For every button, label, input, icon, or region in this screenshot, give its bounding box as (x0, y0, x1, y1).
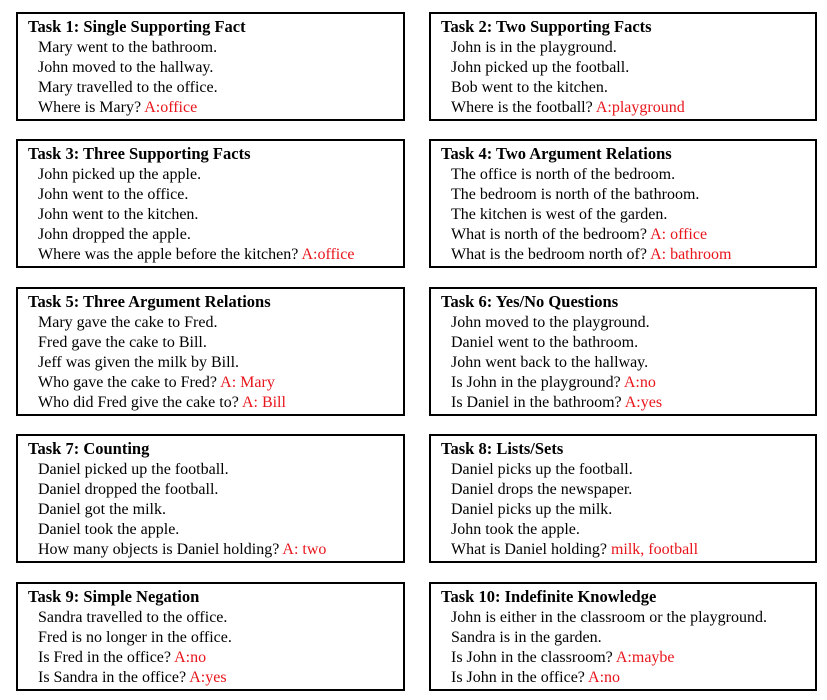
task-line: Who gave the cake to Fred? A: Mary (38, 374, 275, 391)
task-box-7 (16, 434, 405, 563)
answer-text: A:no (174, 649, 207, 666)
task-line: Is Fred in the office? A:no (38, 649, 207, 666)
task-line: Jeff was given the milk by Bill. (38, 354, 240, 371)
task-line: John went back to the hallway. (451, 354, 649, 371)
task-line: Daniel dropped the football. (38, 481, 219, 498)
answer-text: A: office (650, 226, 708, 243)
task-line: Where is the football? A:playground (451, 99, 685, 116)
task-line: John moved to the playground. (451, 314, 650, 331)
task-line: What is the bedroom north of? A: bathroom (451, 246, 732, 263)
task-title: Task 10: Indefinite Knowledge (441, 587, 657, 606)
task-line: Where is Mary? A:office (38, 99, 198, 116)
task-line: Is John in the playground? A:no (451, 374, 656, 391)
task-line: The kitchen is west of the garden. (451, 206, 668, 223)
task-line: Is John in the office? A:no (451, 669, 621, 686)
task-line: Is Daniel in the bathroom? A:yes (451, 394, 663, 411)
task-title: Task 7: Counting (28, 439, 150, 458)
task-line: What is north of the bedroom? A: office (451, 226, 708, 243)
task-title: Task 5: Three Argument Relations (28, 292, 271, 311)
answer-text: A:maybe (615, 649, 675, 666)
task-line: The office is north of the bedroom. (451, 166, 676, 183)
task-line: Daniel picks up the football. (451, 461, 633, 478)
answer-text: A:playground (595, 99, 685, 116)
task-line: John picked up the apple. (38, 166, 202, 183)
task-box-9 (16, 582, 405, 691)
task-line: Mary went to the bathroom. (38, 39, 218, 56)
task-line: John moved to the hallway. (38, 59, 214, 76)
task-title: Task 4: Two Argument Relations (441, 144, 672, 163)
task-box-5 (16, 287, 405, 416)
answer-text: A:office (301, 246, 355, 263)
task-line: John is either in the classroom or the playground. (451, 609, 767, 626)
answer-text: A:yes (189, 669, 227, 686)
task-line: Mary gave the cake to Fred. (38, 314, 218, 331)
task-box-8 (429, 434, 817, 563)
answer-text: A:yes (624, 394, 663, 411)
task-line: John took the apple. (451, 521, 580, 538)
task-line: John picked up the football. (451, 59, 630, 76)
task-title: Task 8: Lists/Sets (441, 439, 564, 458)
task-line: John went to the kitchen. (38, 206, 199, 223)
answer-text: A:no (623, 374, 656, 391)
task-box-2 (429, 12, 817, 121)
answer-text: A: Mary (220, 374, 275, 391)
task-box-6 (429, 287, 817, 416)
task-line: Daniel picks up the milk. (451, 501, 613, 518)
task-title: Task 6: Yes/No Questions (441, 292, 619, 311)
task-line: Fred gave the cake to Bill. (38, 334, 207, 351)
task-line: John dropped the apple. (38, 226, 191, 243)
task-line: Who did Fred give the cake to? A: Bill (38, 394, 286, 411)
task-line: Daniel went to the bathroom. (451, 334, 639, 351)
task-line: How many objects is Daniel holding? A: two (38, 541, 327, 558)
answer-text: A: Bill (241, 394, 286, 411)
task-line: Bob went to the kitchen. (451, 79, 608, 96)
task-line: John went to the office. (38, 186, 189, 203)
task-line: Fred is no longer in the office. (38, 629, 232, 646)
task-title: Task 2: Two Supporting Facts (441, 17, 652, 36)
answer-text: A: two (282, 541, 327, 558)
task-line: Daniel took the apple. (38, 521, 180, 538)
task-title: Task 9: Simple Negation (28, 587, 200, 606)
task-box-1 (16, 12, 405, 121)
task-line: Where was the apple before the kitchen? A:office (38, 246, 355, 263)
task-line: Is John in the classroom? A:maybe (451, 649, 675, 666)
task-line: Mary travelled to the office. (38, 79, 218, 96)
answer-text: A:office (144, 99, 198, 116)
task-title: Task 1: Single Supporting Fact (28, 17, 246, 36)
task-box-3 (16, 139, 405, 268)
task-line: Is Sandra in the office? A:yes (38, 669, 227, 686)
task-line: Sandra travelled to the office. (38, 609, 228, 626)
answer-text: A:no (588, 669, 621, 686)
task-box-10 (429, 582, 817, 691)
task-title: Task 3: Three Supporting Facts (28, 144, 251, 163)
task-line: Daniel got the milk. (38, 501, 166, 518)
task-line: Daniel drops the newspaper. (451, 481, 633, 498)
task-line: The bedroom is north of the bathroom. (451, 186, 700, 203)
task-line: Daniel picked up the football. (38, 461, 229, 478)
answer-text: A: bathroom (650, 246, 732, 263)
task-line: What is Daniel holding? milk, football (451, 541, 699, 558)
task-line: Sandra is in the garden. (451, 629, 602, 646)
task-line: John is in the playground. (451, 39, 617, 56)
task-box-4 (429, 139, 817, 268)
answer-text: milk, football (610, 541, 699, 558)
